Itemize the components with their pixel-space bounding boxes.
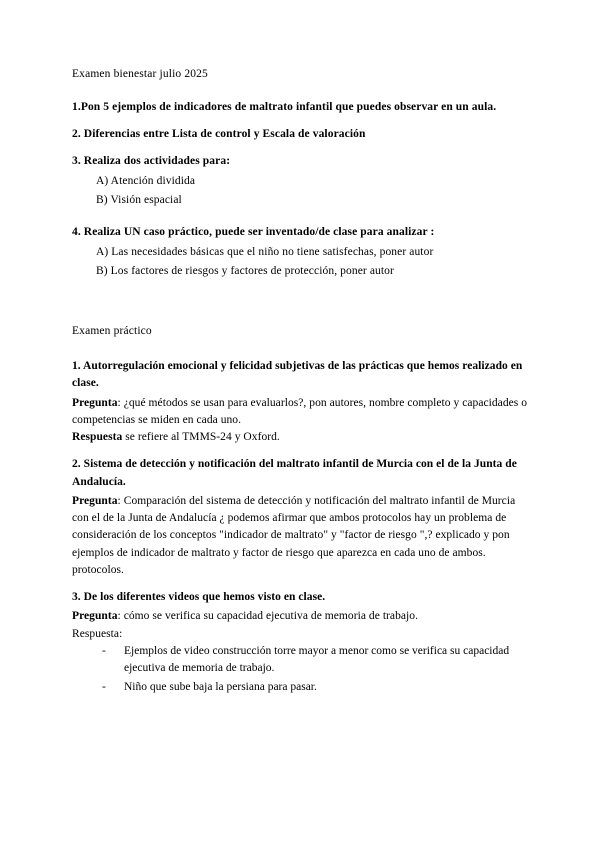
question-1-heading: 1.Pon 5 ejemplos de indicadores de maltrato infantil que puedes observar en un aula. xyxy=(72,100,497,113)
practical-3-bullet-1 xyxy=(72,643,528,678)
section-title-practical: Examen práctico xyxy=(72,325,152,338)
question-4-item-b: B) Los factores de riesgos y factores de protección, poner autor xyxy=(96,264,394,277)
pregunta-colon: : xyxy=(117,610,121,623)
practical-3-pregunta xyxy=(72,608,528,625)
bullet-marker: - xyxy=(102,644,106,657)
bullet-text: Ejemplos de video construcción torre mayor a menor como se verifica su capacidad ejecutiva de memoria de trabajo. xyxy=(124,644,510,675)
spacer xyxy=(72,211,528,224)
practical-2-heading: 2. Sistema de detección y notificación del maltrato infantil de Murcia con el de la Junta de Andalucía. xyxy=(72,458,517,488)
respuesta-text: se refiere al TMMS-24 y Oxford. xyxy=(122,431,280,444)
practical-3-respuesta-label: Respuesta: xyxy=(72,627,123,640)
practical-block-1 xyxy=(72,358,528,446)
pregunta-label: Pregunta xyxy=(72,610,118,623)
practical-2-pregunta xyxy=(72,493,528,579)
practical-block-3 xyxy=(72,589,528,697)
section-spacer xyxy=(72,281,528,323)
question-3-heading: 3. Realiza dos actividades para: xyxy=(72,155,231,168)
practical-3-bullet-2 xyxy=(72,679,528,696)
pregunta-label: Pregunta xyxy=(72,396,118,409)
question-3-item-a: A) Atención dividida xyxy=(96,175,196,188)
pregunta-label: Pregunta xyxy=(72,494,118,507)
pregunta-text: cómo se verifica su capacidad ejecutiva de memoria de trabajo. xyxy=(120,610,419,623)
question-4-item-a: A) Las necesidades básicas que el niño no tiene satisfechas, poner autor xyxy=(96,246,434,259)
question-3-item-b: B) Visión espacial xyxy=(96,194,182,207)
pregunta-text: ¿qué métodos se usan para evaluarlos?, pon autores, nombre completo y capacidades o competencias se miden en cada uno. xyxy=(72,396,528,426)
respuesta-label: Respuesta xyxy=(72,431,123,444)
question-2-heading: 2. Diferencias entre Lista de control y Escala de valoración xyxy=(72,127,366,140)
bullet-marker: - xyxy=(102,681,106,694)
pregunta-colon: : xyxy=(117,494,121,507)
question-4-heading: 4. Realiza UN caso práctico, puede ser inventado/de clase para analizar : xyxy=(72,225,435,238)
practical-1-heading: 1. Autorregulación emocional y felicidad subjetivas de las prácticas que hemos realizado en clase. xyxy=(72,360,523,390)
document-title: Examen bienestar julio 2025 xyxy=(72,68,208,80)
pregunta-text: Comparación del sistema de detección y notificación del maltrato infantil de Murcia con el de la Junta de Andalucía ¿ podemos afirmar que ambos protocolos hay un problema de consideración de los conceptos "indicador de maltrato" y "factor de riesgo ",? explicado y pon ejemplos de indicador de maltrato y factor de riesgo que aparezca en cada uno de ambos. protocolos. xyxy=(72,494,516,576)
practical-3-heading: 3. De los diferentes videos que hemos visto en clase. xyxy=(72,591,326,604)
practical-1-pregunta xyxy=(72,395,528,430)
pregunta-colon: : xyxy=(117,396,121,409)
bullet-text: Niño que sube baja la persiana para pasar. xyxy=(124,681,317,694)
practical-1-respuesta xyxy=(72,429,528,446)
practical-block-2 xyxy=(72,456,528,579)
